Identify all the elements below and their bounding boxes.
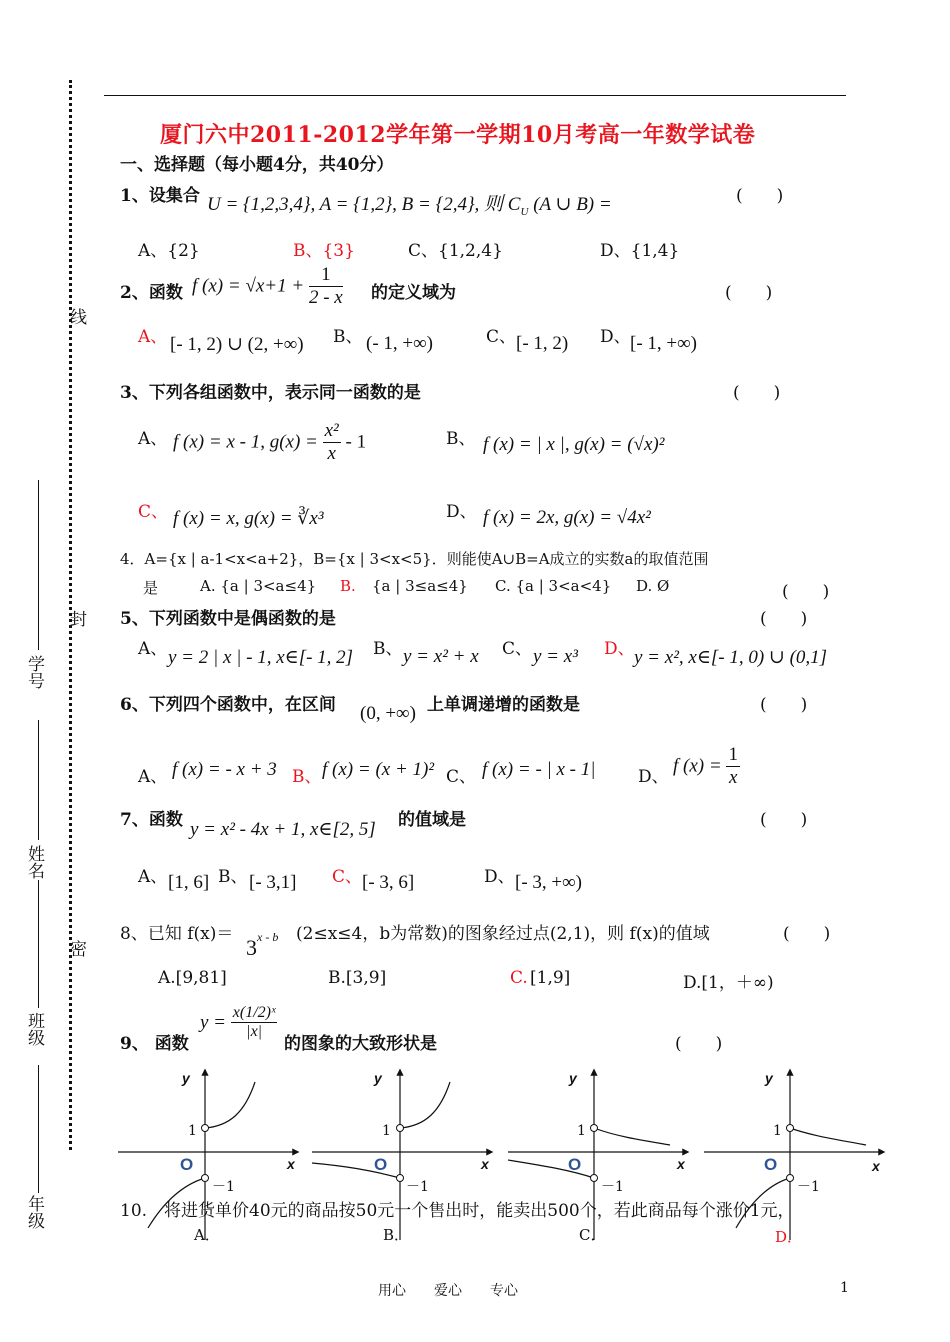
q7-prefix: 7、函数 xyxy=(120,810,183,830)
margin-mi: 密 xyxy=(66,940,86,957)
q6-interval: (0, +∞) xyxy=(360,703,416,724)
q3-option-d[interactable]: f (x) = 2x, g(x) = √4x² xyxy=(483,507,651,528)
q8-prefix: 8、已知 f(x)＝ xyxy=(120,924,234,944)
banji-line[interactable] xyxy=(38,880,39,1008)
section-heading: 一、选择题（每小题4分，共40分） xyxy=(120,155,394,175)
margin-feng: 封 xyxy=(66,610,86,627)
footer-text: 用心 爱心 专心 xyxy=(378,1283,518,1299)
q7-label-d[interactable]: D、 xyxy=(484,867,515,887)
q9-b-origin: O xyxy=(374,1155,388,1174)
q9-c-mone: －1 xyxy=(601,1179,624,1195)
xingming-label: 姓名 xyxy=(24,845,44,879)
q2-bracket: ( ) xyxy=(725,283,773,303)
q4-bracket: ( ) xyxy=(782,582,830,602)
q6-stem: 6、下列四个函数中，在区间 xyxy=(120,695,336,715)
q4-option-d[interactable]: D. Ø xyxy=(636,577,670,595)
q7-suffix: 的值域是 xyxy=(398,810,466,830)
q1-bracket: ( ) xyxy=(736,186,784,206)
q5-option-b[interactable]: y = x² + x xyxy=(403,646,479,667)
q9-a-origin: O xyxy=(180,1155,194,1174)
q7-option-b[interactable]: [- 3,1] xyxy=(249,872,297,893)
q2-func: f (x) = √x+1 + $\frac{1}{2 - x}$ xyxy=(192,264,343,308)
q9-d-xlabel: x xyxy=(872,1158,880,1174)
q8-bracket: ( ) xyxy=(783,924,831,944)
q5-stem: 5、下列函数中是偶函数的是 xyxy=(120,609,336,629)
q1-prefix: 1、设集合 xyxy=(120,186,200,206)
q3-stem: 3、下列各组函数中，表示同一函数的是 xyxy=(120,383,421,403)
q9-b-label[interactable]: B． xyxy=(383,1226,410,1244)
q4-option-b-label[interactable]: B. xyxy=(340,577,356,595)
q7-option-a[interactable]: [1, 6] xyxy=(168,872,210,893)
q8-option-c-label[interactable]: C. xyxy=(510,968,528,988)
q7-label-c[interactable]: C、 xyxy=(332,867,363,887)
q6-label-c[interactable]: C、 xyxy=(446,767,477,787)
q8-tail: (2≤x≤4，b为常数)的图象经过点(2,1)，则 f(x)的值域 xyxy=(296,924,710,944)
q6-label-d[interactable]: D、 xyxy=(638,767,669,787)
q9-a-mone: －1 xyxy=(212,1179,235,1195)
q7-label-b[interactable]: B、 xyxy=(218,867,248,887)
q9-graphs xyxy=(0,1060,950,1260)
q2-option-b[interactable]: (- 1, +∞) xyxy=(366,333,433,354)
q3-option-b[interactable]: f (x) = | x |, g(x) = (√x)² xyxy=(483,434,665,455)
q6-bracket: ( ) xyxy=(760,695,808,715)
q9-prefix: 9、 函数 xyxy=(120,1034,189,1054)
q9-bracket: ( ) xyxy=(675,1034,723,1054)
q9-b-one: 1 xyxy=(382,1123,391,1139)
q9-c-ylabel: y xyxy=(569,1070,577,1086)
q1-expr: U = {1,2,3,4}, A = {1,2}, B = {2,4}, 则 $C_U$ (A ∪ B) = xyxy=(207,194,612,218)
q5-option-d[interactable]: y = x², x∈[- 1, 0) ∪ (0,1] xyxy=(634,647,828,668)
q9-a-xlabel: x xyxy=(287,1156,295,1172)
page-number: 1 xyxy=(840,1280,849,1296)
q6-stem-tail: 上单调递增的函数是 xyxy=(427,695,580,715)
xingming-line[interactable] xyxy=(38,720,39,840)
q8-option-c[interactable]: [1,9] xyxy=(530,968,571,988)
q4-option-b[interactable]: {a | 3≤a≤4} xyxy=(372,577,468,595)
q3-bracket: ( ) xyxy=(733,383,781,403)
q9-c-label[interactable]: C． xyxy=(579,1226,606,1244)
q5-label-a[interactable]: A、 xyxy=(138,639,168,659)
q2-option-c[interactable]: [- 1, 2) xyxy=(516,333,569,354)
q9-b-mone: －1 xyxy=(406,1179,429,1195)
q2-option-d[interactable]: [- 1, +∞) xyxy=(630,333,697,354)
q2-label-a[interactable]: A、 xyxy=(138,327,168,347)
q5-label-c[interactable]: C、 xyxy=(502,639,533,659)
q5-label-b[interactable]: B、 xyxy=(373,639,403,659)
q6-label-b[interactable]: B、 xyxy=(292,767,322,787)
q9-a-one: 1 xyxy=(188,1123,197,1139)
q9-c-one: 1 xyxy=(577,1123,586,1139)
page-title: 厦门六中2011-2012学年第一学期10月考高一年数学试卷 xyxy=(160,122,756,148)
q9-d-one: 1 xyxy=(773,1123,782,1139)
q3-label-a[interactable]: A、 xyxy=(138,429,168,449)
q9-d-label[interactable]: D． xyxy=(775,1228,803,1246)
q9-func: y = $\frac{\text{x(1/2)ˣ}}{|x|}$ xyxy=(200,1004,276,1041)
q7-label-a[interactable]: A、 xyxy=(138,867,168,887)
q1-option-c[interactable]: C、{1,2,4} xyxy=(408,241,503,261)
margin-xian: 线 xyxy=(66,308,86,325)
q4-option-c[interactable]: C. {a | 3<a<4} xyxy=(495,577,612,595)
q6-option-b[interactable]: f (x) = (x + 1)² xyxy=(322,759,435,780)
q1-option-b[interactable]: B、{3} xyxy=(293,241,355,261)
q9-suffix: 的图象的大致形状是 xyxy=(284,1034,437,1054)
q1-option-d[interactable]: D、{1,4} xyxy=(600,241,680,261)
q3-label-d[interactable]: D、 xyxy=(446,502,477,522)
q8-option-a[interactable]: A.[9,81] xyxy=(158,968,227,988)
q6-label-a[interactable]: A、 xyxy=(138,767,168,787)
q6-option-a[interactable]: f (x) = - x + 3 xyxy=(172,759,277,780)
q2-prefix: 2、函数 xyxy=(120,283,183,303)
q2-label-d[interactable]: D、 xyxy=(600,327,631,347)
q2-label-c[interactable]: C、 xyxy=(486,327,517,347)
q9-c-origin: O xyxy=(568,1155,582,1174)
nianji-label: 年级 xyxy=(24,1195,44,1229)
q9-a-label[interactable]: A． xyxy=(194,1226,220,1244)
q2-label-b[interactable]: B、 xyxy=(333,327,363,347)
q8-option-b[interactable]: B.[3,9] xyxy=(328,968,387,988)
banji-label: 班级 xyxy=(24,1012,44,1046)
q4-option-a[interactable]: A. {a | 3<a≤4} xyxy=(200,577,317,595)
q5-bracket: ( ) xyxy=(760,609,808,629)
q1-option-a[interactable]: A、{2} xyxy=(138,241,200,261)
q5-option-c[interactable]: y = x³ xyxy=(533,646,578,667)
q3-label-b[interactable]: B、 xyxy=(446,429,476,449)
q3-label-c[interactable]: C、 xyxy=(138,502,169,522)
q9-a-ylabel: y xyxy=(182,1070,190,1086)
q9-b-xlabel: x xyxy=(481,1156,489,1172)
top-rule xyxy=(104,95,846,96)
q7-func: y = x² - 4x + 1, x∈[2, 5] xyxy=(190,819,376,840)
q9-d-ylabel: y xyxy=(765,1070,773,1086)
q8-option-d[interactable]: D.[1，＋∞) xyxy=(683,973,774,993)
q3-option-c[interactable]: f (x) = x, g(x) = ∛x³ xyxy=(173,508,324,529)
q4-line1: 4．A={x | a-1<x<a+2}，B={x | 3<x<5}．则能使A∪B=A成立的实数a的取值范围 xyxy=(120,550,709,568)
q10-text: 10. 将进货单价40元的商品按50元一个售出时，能卖出500个，若此商品每个涨价1元， xyxy=(120,1201,795,1221)
q7-bracket: ( ) xyxy=(760,810,808,830)
q7-option-c[interactable]: [- 3, 6] xyxy=(362,872,415,893)
xuehao-label: 学号 xyxy=(24,655,44,689)
q9-c-xlabel: x xyxy=(677,1156,685,1172)
q9-d-origin: O xyxy=(764,1155,778,1174)
q6-option-c[interactable]: f (x) = - | x - 1| xyxy=(482,759,596,780)
q5-option-a[interactable]: y = 2 | x | - 1, x∈[- 1, 2] xyxy=(168,647,354,668)
q4-shi: 是 xyxy=(143,579,159,597)
q6-option-d[interactable]: f (x) = $\frac{1}{x}$ xyxy=(673,744,738,788)
q5-label-d[interactable]: D、 xyxy=(604,639,635,659)
q7-option-d[interactable]: [- 3, +∞) xyxy=(515,872,582,893)
q8-base: 3$^{x - b}$ xyxy=(246,930,279,960)
q2-option-a[interactable]: [- 1, 2) ∪ (2, +∞) xyxy=(170,334,304,355)
q9-b-ylabel: y xyxy=(374,1070,382,1086)
q3-option-a[interactable]: f (x) = x - 1, g(x) = $\frac{\text{x²}}{x}$ - 1 xyxy=(173,420,367,464)
q2-suffix: 的定义域为 xyxy=(371,283,456,303)
xuehao-line[interactable] xyxy=(38,480,39,650)
q9-d-mone: －1 xyxy=(797,1179,820,1195)
